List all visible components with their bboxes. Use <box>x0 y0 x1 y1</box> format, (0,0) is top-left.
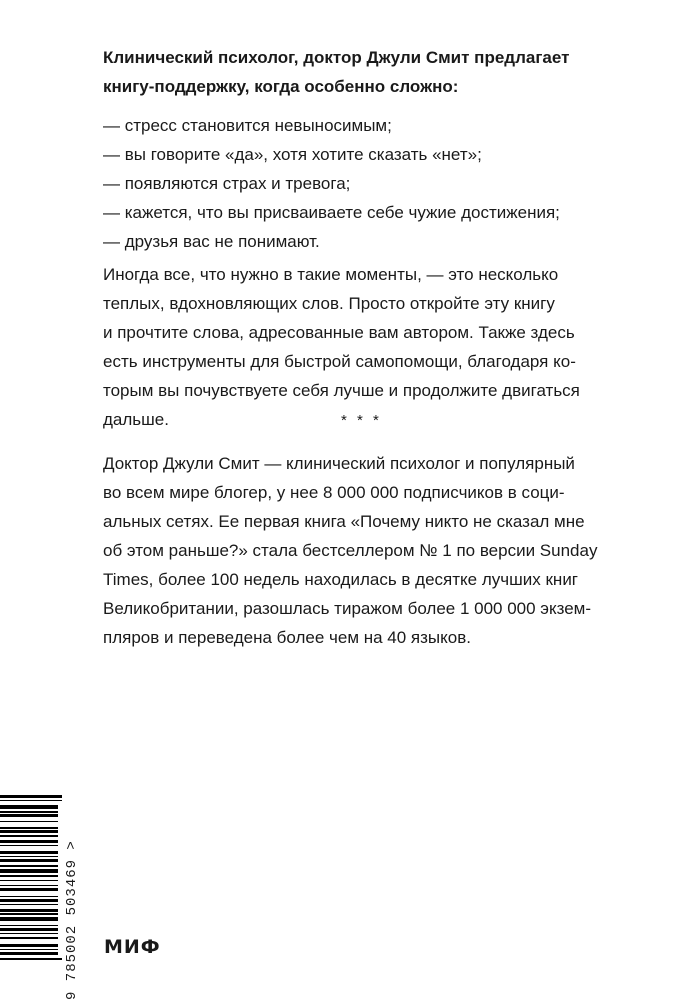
paragraph-line: пляров и переведена более чем на 40 языков. <box>103 628 471 647</box>
barcode-bar <box>0 952 58 955</box>
barcode-bar <box>0 859 58 862</box>
paragraph-line: Иногда все, что нужно в такие моменты, — это несколько <box>103 265 559 284</box>
paragraph-line: альных сетях. Ее первая книга «Почему никто не сказал мне <box>103 512 585 531</box>
barcode-bar <box>0 904 58 906</box>
publisher-logo: МИФ <box>104 936 161 958</box>
barcode-bar <box>0 913 58 915</box>
paragraph-line: Times, более 100 недель находилась в десятке лучших книг <box>103 570 579 589</box>
paragraph-line: теплых, вдохновляющих слов. Просто откройте эту книгу <box>103 294 555 313</box>
barcode-bars <box>0 795 62 1000</box>
paragraph-line: Доктор Джули Смит — клинический психолог и популярный <box>103 454 575 473</box>
bullet-item: — вы говорите «да», хотя хотите сказать «нет»; <box>103 145 482 164</box>
bullet-item: — друзья вас не понимают. <box>103 232 320 251</box>
barcode-bar <box>0 909 58 912</box>
barcode-bar <box>0 944 58 947</box>
barcode-bar <box>0 933 58 935</box>
barcode-bar <box>0 875 58 877</box>
barcode-bar <box>0 845 58 847</box>
barcode-bar <box>0 896 58 898</box>
paragraph-line: Великобритании, разошлась тиражом более 1 000 000 экзем- <box>103 599 592 618</box>
bullet-item: — кажется, что вы присваиваете себе чужие достижения; <box>103 203 560 222</box>
paragraph-line: есть инструменты для быстрой самопомощи, благодаря ко- <box>103 352 576 371</box>
isbn-barcode <box>0 795 88 1000</box>
bullet-item: — появляются страх и тревога; <box>103 174 351 193</box>
barcode-bar <box>0 851 58 854</box>
paragraph-line: об этом раньше?» стала бестселлером № 1 по версии Sunday <box>103 541 598 560</box>
barcode-bar <box>0 840 58 843</box>
barcode-bar <box>0 811 58 813</box>
lead-line: Клинический психолог, доктор Джули Смит предлагает <box>103 48 570 67</box>
lead-line: книгу-поддержку, когда особенно сложно: <box>103 77 459 96</box>
barcode-bar <box>0 827 58 829</box>
barcode-bar <box>0 937 58 939</box>
barcode-bar <box>0 880 58 882</box>
paragraph-line: дальше. <box>103 410 169 429</box>
barcode-bar <box>0 928 58 931</box>
barcode-bar <box>0 805 58 810</box>
barcode-bar <box>0 899 58 902</box>
bullet-item: — стресс становится невыносимым; <box>103 116 392 135</box>
barcode-bar <box>0 800 62 802</box>
paragraph-line: во всем мире блогер, у нее 8 000 000 подписчиков в соци- <box>103 483 565 502</box>
paragraph-line: торым вы почувствуете себя лучше и продолжите двигаться <box>103 381 580 400</box>
author-bio-paragraph <box>103 449 623 652</box>
barcode-bar <box>0 949 58 951</box>
barcode-bar <box>0 835 58 837</box>
barcode-bar <box>0 814 58 817</box>
barcode-bar <box>0 888 58 891</box>
barcode-bar <box>0 795 62 798</box>
barcode-bar <box>0 865 58 867</box>
lead-text <box>103 43 623 101</box>
barcode-bar <box>0 885 58 887</box>
barcode-bar <box>0 869 58 874</box>
bullet-list <box>103 111 623 256</box>
barcode-bar <box>0 917 58 922</box>
description-paragraph <box>103 260 623 434</box>
barcode-bar <box>0 958 62 960</box>
barcode-bar <box>0 830 58 833</box>
barcode-bar <box>0 856 58 858</box>
barcode-bar <box>0 925 58 927</box>
barcode-bar <box>0 821 58 823</box>
lead-block <box>103 43 623 256</box>
isbn-number: 9 785002 503469 > <box>64 840 80 1000</box>
paragraph-line: и прочтите слова, адресованные вам автором. Также здесь <box>103 323 575 342</box>
section-separator: * * * <box>341 412 382 429</box>
